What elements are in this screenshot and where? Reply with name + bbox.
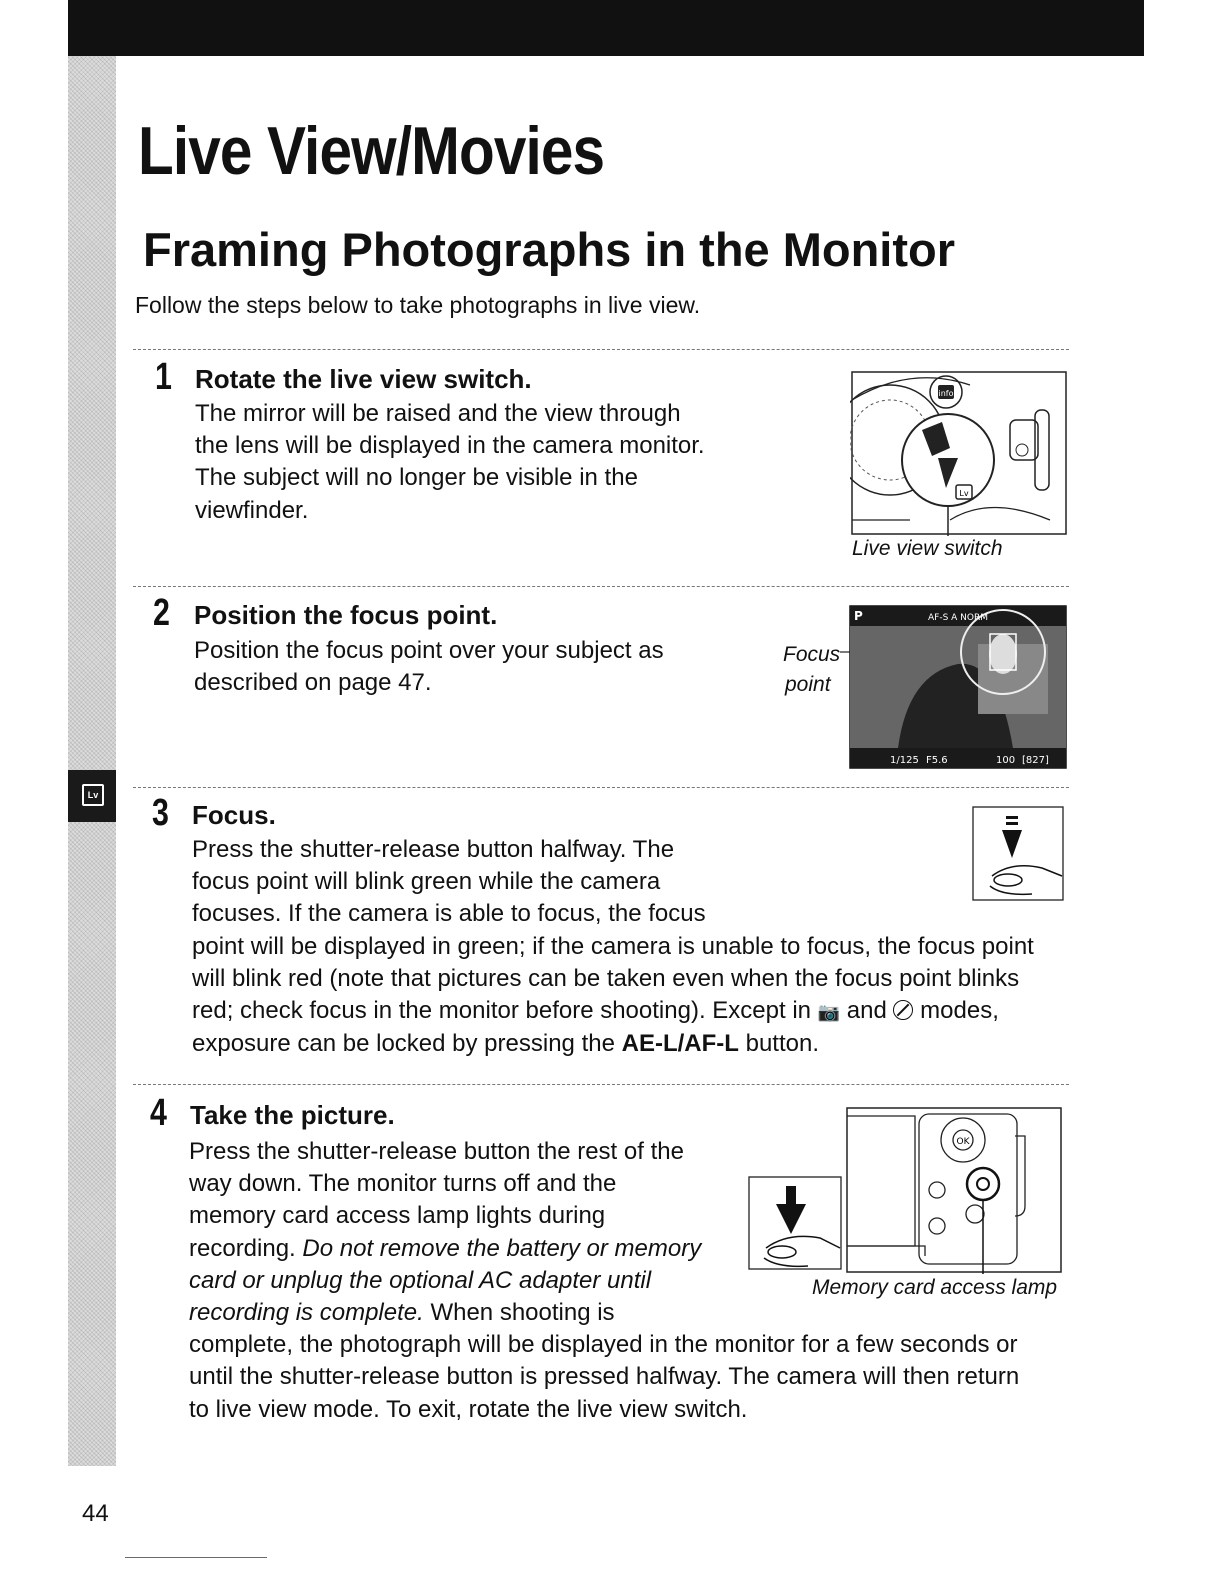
body-line: described on page 47. xyxy=(194,669,432,697)
body-line: recording is complete. When shooting is xyxy=(189,1299,615,1327)
body-line: viewfinder. xyxy=(195,496,309,524)
footer-line xyxy=(125,1557,267,1558)
divider xyxy=(133,787,1069,788)
body-line: will blink red (note that pictures can be taken even when the focus point blinks xyxy=(192,964,1020,992)
step-number: 2 xyxy=(153,592,170,634)
auto-mode-icon: 📷 xyxy=(817,1002,841,1023)
full-press-illustration xyxy=(748,1176,842,1270)
shutter-speed: 1/125 xyxy=(890,755,919,766)
section-title: Live View/Movies xyxy=(138,113,605,189)
step-body xyxy=(194,635,754,699)
body-line: focuses. If the camera is able to focus, the focus xyxy=(192,900,706,928)
divider xyxy=(133,586,1069,587)
top-info: AF-S A NORM xyxy=(928,613,989,623)
step-number: 4 xyxy=(150,1092,167,1134)
body-line: the lens will be displayed in the camera monitor. xyxy=(195,432,705,460)
ok-button-label: OK xyxy=(956,1137,970,1147)
body-line: Press the shutter-release button the rest of the xyxy=(189,1138,684,1165)
step-title: Focus. xyxy=(192,800,276,830)
body-line: until the shutter-release button is pressed halfway. The camera will then return xyxy=(189,1363,1020,1391)
step-number: 3 xyxy=(152,792,169,834)
divider xyxy=(133,349,1069,350)
divider xyxy=(133,1084,1069,1085)
body-line: focus point will blink green while the camera xyxy=(192,868,661,896)
body-line: red; check focus in the monitor before shooting). Except in 📷 and modes, xyxy=(192,997,999,1025)
body-line: exposure can be locked by pressing the AE-L/AF-L button. xyxy=(192,1030,819,1058)
step-number: 1 xyxy=(155,356,172,398)
camera-back-illustration xyxy=(845,1106,1063,1274)
step-title: Take the picture. xyxy=(190,1100,395,1130)
page-number: 44 xyxy=(82,1500,109,1527)
no-flash-mode-icon xyxy=(893,1000,913,1020)
lv-label: Lv xyxy=(959,489,969,498)
body-line: to live view mode. To exit, rotate the live view switch. xyxy=(189,1395,748,1423)
body-line: point will be displayed in green; if the camera is unable to focus, the focus point xyxy=(192,932,1034,960)
live-view-section-tab[interactable] xyxy=(68,770,116,822)
exposure-mode: P xyxy=(854,609,863,623)
focus-caption-line1: Focus xyxy=(783,643,841,666)
live-view-icon: Lv xyxy=(82,784,104,806)
body-line: memory card access lamp lights during xyxy=(189,1202,606,1230)
body-line: way down. The monitor turns off and the xyxy=(189,1170,617,1198)
body-line: Press the shutter-release button halfway. The xyxy=(192,836,675,863)
body-line: Position the focus point over your subject as xyxy=(194,637,664,664)
step-body xyxy=(192,834,1072,1060)
body-line: complete, the photograph will be displayed in the monitor for a few seconds or xyxy=(189,1331,1018,1359)
step-title: Rotate the live view switch. xyxy=(195,364,532,394)
half-press-illustration xyxy=(972,806,1064,902)
ae-l-af-l-button-label: AE-L/AF-L xyxy=(621,1030,739,1058)
top-black-bar xyxy=(68,0,1144,56)
body-line: card or unplug the optional AC adapter until xyxy=(189,1266,652,1294)
body-line: recording. Do not remove the battery or memory xyxy=(189,1234,702,1262)
step-title: Position the focus point. xyxy=(194,600,498,630)
step-body xyxy=(195,398,755,527)
body-line: The mirror will be raised and the view through xyxy=(195,400,681,427)
figure-caption: Memory card access lamp xyxy=(812,1276,1058,1299)
figure-caption: Live view switch xyxy=(852,537,1003,560)
body-line: The subject will no longer be visible in the xyxy=(195,464,638,492)
iso: 100 xyxy=(996,755,1016,766)
info-button-label: info xyxy=(938,389,954,398)
shots-remaining: [827] xyxy=(1022,755,1049,766)
focus-caption-line2: point xyxy=(785,673,831,696)
side-thumb-strip xyxy=(68,56,116,1466)
monitor-live-view-illustration xyxy=(838,604,1068,770)
intro-text: Follow the steps below to take photographs in live view. xyxy=(135,292,701,318)
page-heading: Framing Photographs in the Monitor xyxy=(143,223,956,276)
aperture: F5.6 xyxy=(926,755,948,766)
camera-top-illustration xyxy=(850,370,1068,536)
